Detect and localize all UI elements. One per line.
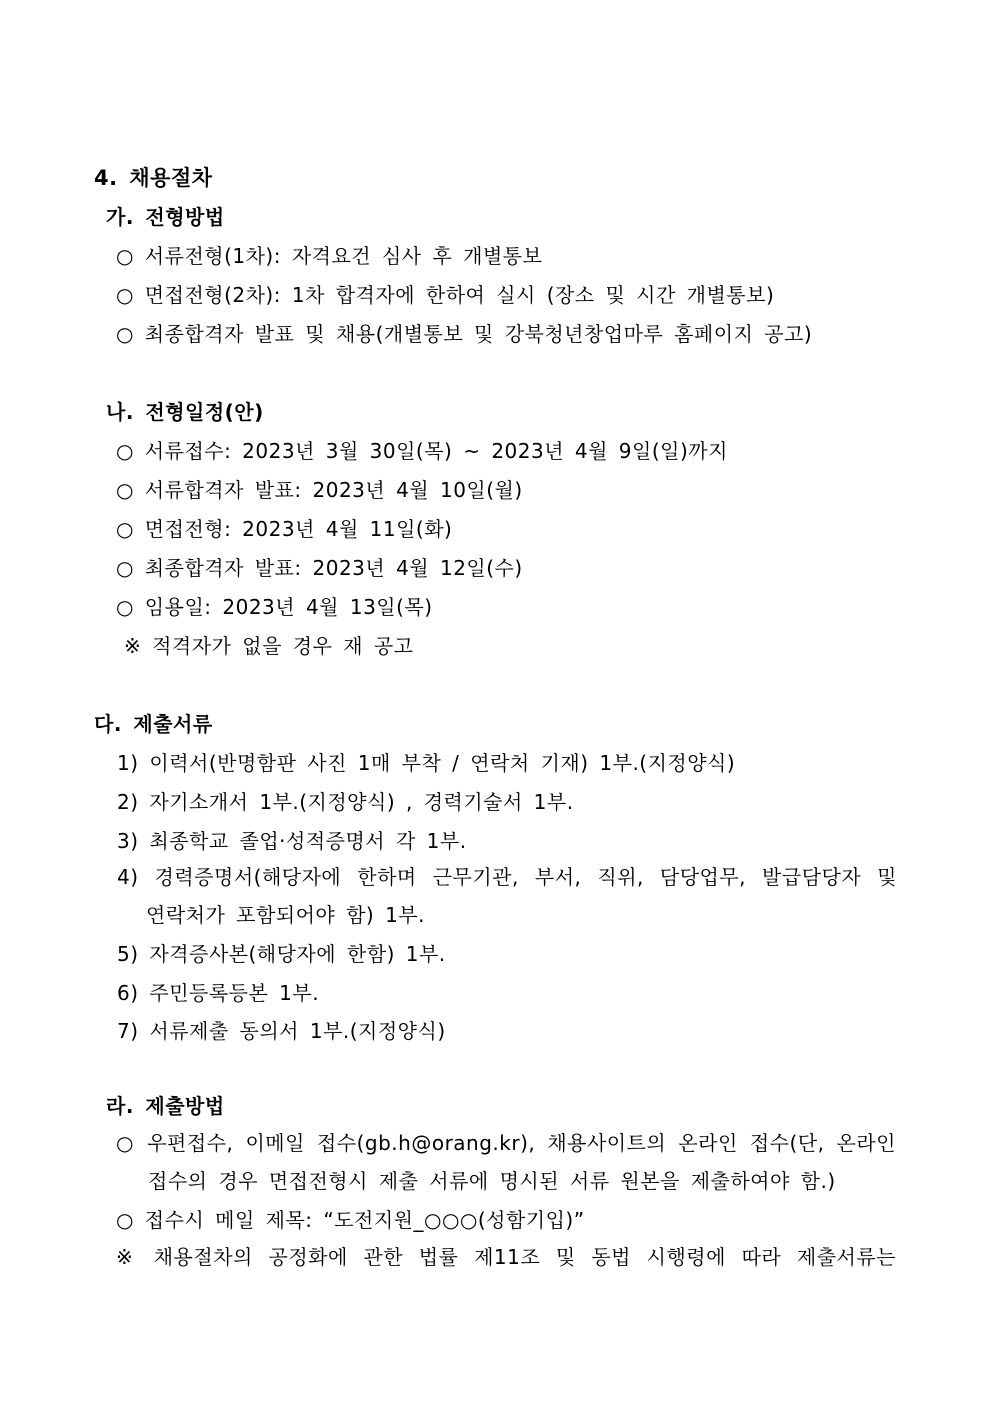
- list-item: ○ 접수시 메일 제목: “도전지원_○○○(성함기입)”: [116, 1208, 585, 1232]
- subsection-title-submission-method: 라. 제출방법: [106, 1094, 225, 1118]
- list-item: ○ 면접전형(2차): 1차 합격자에 한하여 실시 (장소 및 시간 개별통보): [116, 283, 775, 307]
- subsection-title-documents: 다. 제출서류: [94, 712, 213, 736]
- list-item: ○ 면접전형: 2023년 4월 11일(화): [116, 517, 453, 541]
- list-item: 4) 경력증명서(해당자에 한하며 근무기관, 부서, 직위, 담당업무, 발급담당자 및: [117, 865, 897, 889]
- list-item: ○ 서류접수: 2023년 3월 30일(목) ~ 2023년 4월 9일(일)까지: [116, 439, 728, 463]
- list-item: ○ 임용일: 2023년 4월 13일(목): [116, 595, 433, 619]
- list-item: ○ 서류합격자 발표: 2023년 4월 10일(월): [116, 478, 523, 502]
- list-item: 2) 자기소개서 1부.(지정양식) , 경력기술서 1부.: [117, 790, 574, 814]
- legal-note: ※ 채용절차의 공정화에 관한 법률 제11조 및 동법 시행령에 따라 제출서류는: [116, 1245, 896, 1269]
- section-title: 4. 채용절차: [94, 166, 213, 190]
- subsection-title-schedule: 나. 전형일정(안): [106, 400, 264, 424]
- list-item-continuation: 연락처가 포함되어야 함) 1부.: [146, 903, 425, 927]
- list-item: 7) 서류제출 동의서 1부.(지정양식): [117, 1019, 446, 1043]
- subsection-title-selection-method: 가. 전형방법: [106, 205, 225, 229]
- list-item: ○ 최종합격자 발표 및 채용(개별통보 및 강북청년창업마루 홈페이지 공고): [116, 322, 813, 346]
- list-item: 5) 자격증사본(해당자에 한함) 1부.: [117, 942, 446, 966]
- list-item: ○ 우편접수, 이메일 접수(gb.h@orang.kr), 채용사이트의 온라인 접수(단, 온라인: [116, 1131, 896, 1155]
- list-item: 6) 주민등록등본 1부.: [117, 981, 320, 1005]
- list-item-continuation: 접수의 경우 면접전형시 제출 서류에 명시된 서류 원본을 제출하여야 함.): [148, 1169, 836, 1193]
- list-item: ○ 서류전형(1차): 자격요건 심사 후 개별통보: [116, 244, 543, 268]
- list-item: 3) 최종학교 졸업·성적증명서 각 1부.: [117, 829, 467, 853]
- list-item: 1) 이력서(반명함판 사진 1매 부착 / 연락처 기재) 1부.(지정양식): [117, 751, 736, 775]
- schedule-note: ※ 적격자가 없을 경우 재 공고: [124, 634, 414, 658]
- list-item: ○ 최종합격자 발표: 2023년 4월 12일(수): [116, 556, 523, 580]
